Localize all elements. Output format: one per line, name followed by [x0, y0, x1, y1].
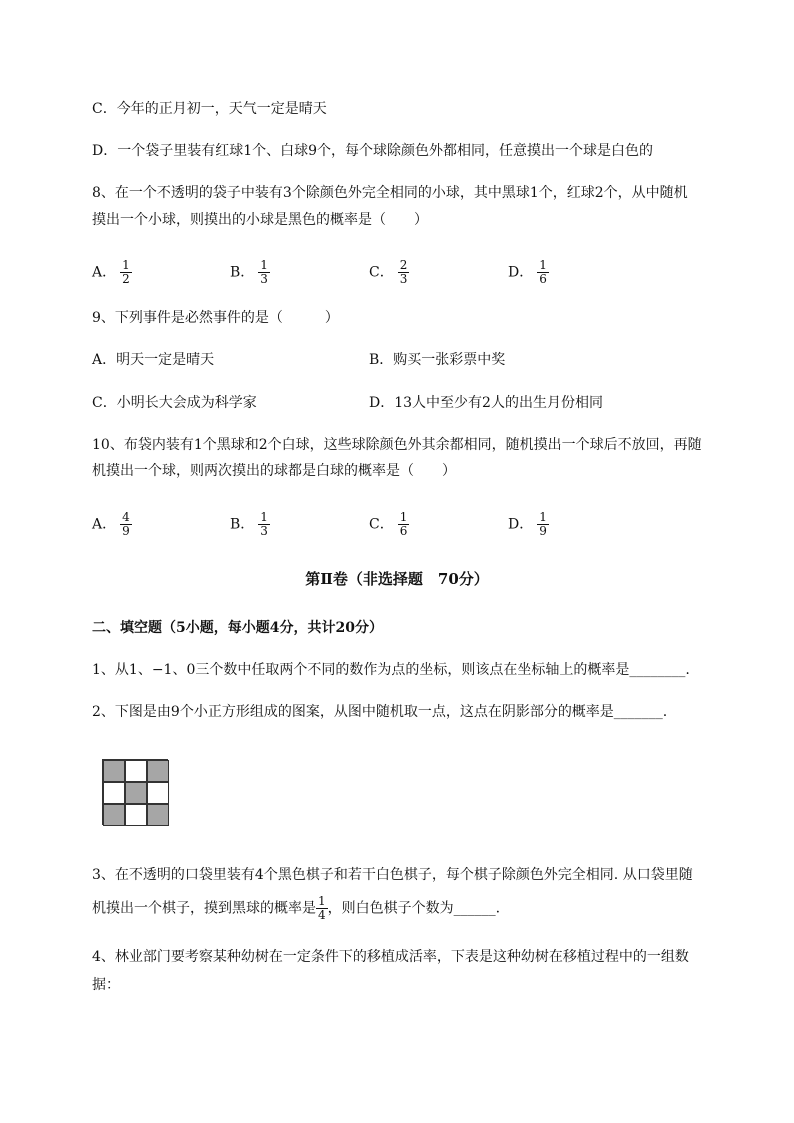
- grid-cell-shaded: [103, 804, 125, 826]
- q9-stem: 9、下列事件是必然事件的是（ ）: [92, 310, 339, 326]
- grid-cell-shaded: [147, 760, 169, 782]
- fraction: $\frac{1}{9}$: [539, 510, 547, 538]
- shaded-grid-figure: [102, 759, 168, 825]
- q7-option-d: D．一个袋子里装有红球1个、白球9个，每个球除颜色外都相同，任意摸出一个球是白色的: [92, 143, 654, 159]
- q8-option-b: B． $\frac{1}{3}$: [230, 258, 268, 286]
- grid-cell-shaded: [103, 760, 125, 782]
- fraction: $\frac{2}{3}$: [399, 258, 408, 286]
- q10-stem-line1: 10、布袋内装有1个黑球和2个白球，这些球除颜色外其余都相同，随机摸出一个球后不放回，再随: [92, 437, 702, 453]
- q10-stem-line2: 机摸出一个球，则两次摸出的球都是白球的概率是（ ）: [92, 463, 456, 479]
- fill-q3-line2: 机摸出一个棋子，摸到黑球的概率是 $\frac{1}{4}$ ，则白色棋子个数为______.: [92, 894, 501, 922]
- grid-cell-white: [125, 760, 147, 782]
- fraction: $\frac{1}{3}$: [260, 258, 268, 286]
- q7-option-c: C．今年的正月初一，天气一定是晴天: [92, 101, 327, 117]
- fraction: $\frac{1}{6}$: [399, 510, 408, 538]
- fill-q3-line1: 3、在不透明的口袋里装有4个黑色棋子和若干白色棋子，每个棋子除颜色外完全相同. 从口袋里随: [92, 867, 693, 883]
- fraction: $\frac{1}{4}$: [318, 894, 326, 922]
- q9-option-b: B．购买一张彩票中奖: [369, 352, 506, 368]
- q8-stem-line2: 摸出一个小球，则摸出的小球是黑色的概率是（ ）: [92, 212, 428, 228]
- q8-option-a: A． $\frac{1}{2}$: [92, 258, 130, 286]
- q10-option-b: B． $\frac{1}{3}$: [230, 510, 268, 538]
- grid-cell-shaded: [147, 804, 169, 826]
- q9-option-c: C．小明长大会成为科学家: [92, 395, 257, 411]
- grid-cell-shaded: [125, 782, 147, 804]
- fraction: $\frac{1}{3}$: [260, 510, 268, 538]
- fraction: $\frac{4}{9}$: [122, 510, 130, 538]
- fraction: $\frac{1}{6}$: [539, 258, 547, 286]
- q10-option-d: D． $\frac{1}{9}$: [508, 510, 547, 538]
- fill-q2: 2、下图是由9个小正方形组成的图案，从图中随机取一点，这点在阴影部分的概率是_______.: [92, 704, 668, 720]
- q9-option-d: D．13人中至少有2人的出生月份相同: [369, 395, 603, 411]
- q8-stem-line1: 8、在一个不透明的袋子中装有3个除颜色外完全相同的小球，其中黑球1个，红球2个，从中随机: [92, 185, 688, 201]
- q8-option-c: C． $\frac{2}{3}$: [369, 258, 408, 286]
- fill-q4-line2: 据：: [92, 977, 120, 993]
- fill-in-heading: 二、填空题（5小题，每小题4分，共计20分）: [92, 620, 383, 636]
- fill-q1: 1、从1、−1、0三个数中任取两个不同的数作为点的坐标，则该点在坐标轴上的概率是________.: [92, 662, 690, 678]
- q10-option-a: A． $\frac{4}{9}$: [92, 510, 130, 538]
- grid-cell-white: [125, 804, 147, 826]
- section-title: 第Ⅱ卷（非选择题 70分）: [305, 570, 489, 588]
- grid-cell-white: [147, 782, 169, 804]
- fraction: $\frac{1}{2}$: [122, 258, 130, 286]
- q9-option-a: A．明天一定是晴天: [92, 352, 215, 368]
- grid-cell-white: [103, 782, 125, 804]
- fill-q4-line1: 4、林业部门要考察某种幼树在一定条件下的移植成活率，下表是这种幼树在移植过程中的一组数: [92, 949, 689, 965]
- q8-option-d: D． $\frac{1}{6}$: [508, 258, 547, 286]
- q10-option-c: C． $\frac{1}{6}$: [369, 510, 408, 538]
